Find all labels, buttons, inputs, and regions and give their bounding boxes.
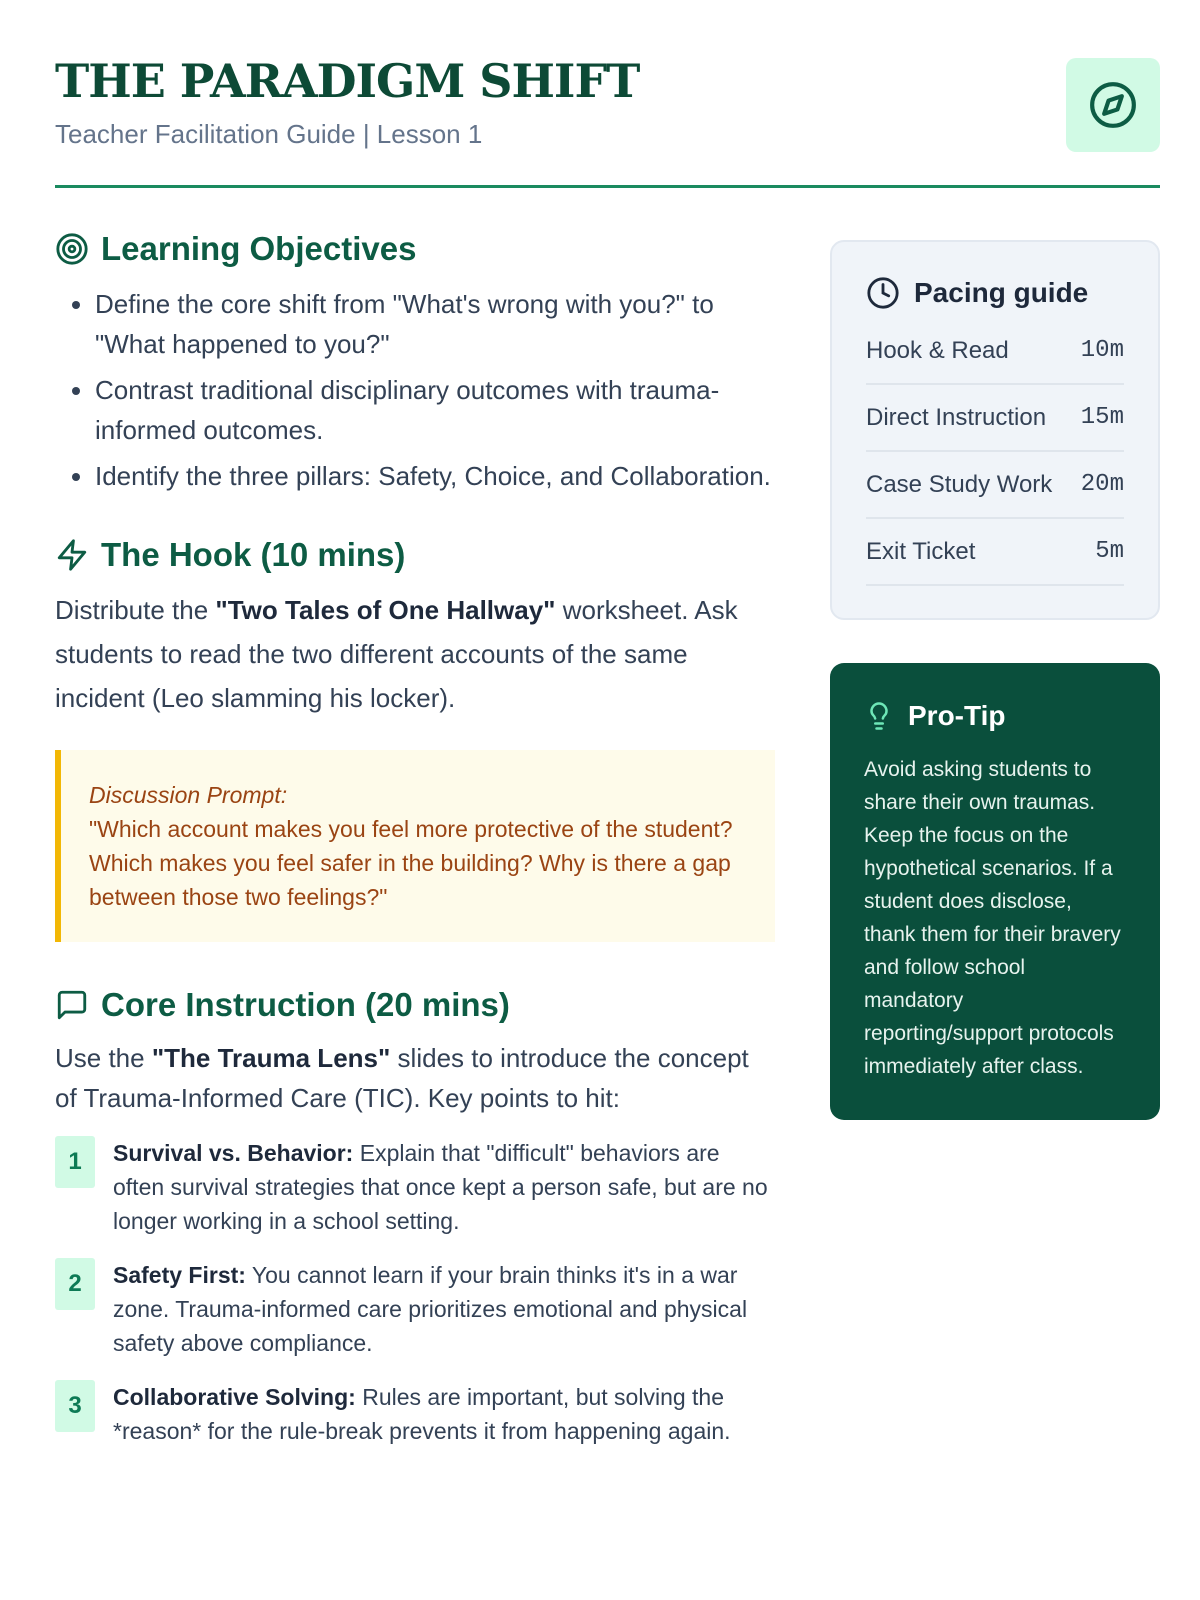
- page-title: THE PARADIGM SHIFT: [55, 54, 640, 108]
- pacing-row: [866, 452, 1124, 519]
- lightning-icon: [55, 538, 89, 572]
- step-text: [113, 1380, 775, 1448]
- key-point: [55, 1380, 775, 1448]
- pacing-label: Hook & Read: [866, 336, 1009, 364]
- step-title: Survival vs. Behavior:: [113, 1140, 354, 1166]
- core-text-before: Use the: [55, 1043, 152, 1073]
- step-text: [113, 1136, 775, 1238]
- pacing-label: Direct Instruction: [866, 403, 1047, 431]
- pacing-time: 15m: [1080, 404, 1124, 431]
- worksheet-name: "Two Tales of One Hallway": [215, 595, 556, 625]
- step-number: 2: [55, 1258, 95, 1310]
- discussion-prompt-text: "Which account makes you feel more protective of the student? Which makes you feel safer in the building? Why is there a gap between those two feelings?": [89, 816, 733, 910]
- list-item: • Contrast traditional disciplinary outcomes with trauma-informed outcomes.: [95, 370, 775, 450]
- target-icon: [55, 232, 89, 266]
- pacing-time: 20m: [1080, 471, 1124, 498]
- page-subtitle: Teacher Facilitation Guide | Lesson 1: [55, 119, 483, 149]
- compass-icon: [1088, 80, 1138, 130]
- pro-tip-text: Avoid asking students to share their own traumas. Keep the focus on the hypothetical scenarios. If a student does disclose, thank them for their bravery and follow school mandatory reporting/support protocols immediately after class.: [864, 758, 1121, 1078]
- step-number: 3: [55, 1380, 95, 1432]
- step-text: [113, 1258, 775, 1360]
- clock-icon: [866, 276, 900, 310]
- step-title: Safety First:: [113, 1262, 246, 1288]
- hook-paragraph: [55, 588, 775, 720]
- pacing-row: [866, 519, 1124, 586]
- step-body: Explain that "difficult" behaviors are often survival strategies that once kept a person safe, but are no longer working in a school setting.: [113, 1140, 768, 1234]
- objectives-heading-text: Learning Objectives: [101, 230, 417, 267]
- slides-name: "The Trauma Lens": [151, 1043, 391, 1073]
- pacing-time: 5m: [1095, 538, 1124, 565]
- objectives-heading: [55, 230, 775, 268]
- discussion-prompt-label: Discussion Prompt:: [89, 782, 288, 808]
- discussion-prompt-box: [55, 750, 775, 942]
- list-item: • Identify the three pillars: Safety, Choice, and Collaboration.: [95, 456, 775, 496]
- core-paragraph: [55, 1038, 775, 1118]
- step-body: You cannot learn if your brain thinks it's in a war zone. Trauma-informed care prioritizes emotional and physical safety above compliance.: [113, 1262, 748, 1356]
- pacing-time: 10m: [1080, 337, 1124, 364]
- hook-heading-text: The Hook (10 mins): [101, 536, 406, 573]
- pacing-label: Exit Ticket: [866, 537, 976, 565]
- key-point: [55, 1258, 775, 1360]
- pacing-row: [866, 318, 1124, 385]
- core-text-after: slides to introduce the concept of Trauma-Informed Care (TIC). Key points to hit:: [55, 1043, 749, 1113]
- step-number: 1: [55, 1136, 95, 1188]
- pacing-card: [830, 240, 1160, 620]
- logo-tile: [1066, 58, 1160, 152]
- hook-text-before: Distribute the: [55, 595, 216, 625]
- hook-text-after: worksheet. Ask students to read the two different accounts of the same incident (Leo slamming his locker).: [55, 595, 738, 713]
- main-column: [55, 230, 775, 1468]
- header: [55, 55, 1160, 188]
- pro-tip-heading: [864, 699, 1126, 733]
- pacing-label: Case Study Work: [866, 470, 1053, 498]
- objectives-list: [55, 284, 775, 496]
- key-points-list: [55, 1136, 775, 1448]
- key-point: [55, 1136, 775, 1238]
- chat-icon: [55, 988, 89, 1022]
- step-body: Rules are important, but solving the *reason* for the rule-break prevents it from happening again.: [113, 1384, 731, 1444]
- hook-heading: [55, 536, 775, 574]
- list-item: • Define the core shift from "What's wrong with you?" to "What happened to you?": [95, 284, 775, 364]
- pacing-heading-text: Pacing guide: [914, 277, 1089, 308]
- pro-tip-card: [830, 663, 1160, 1120]
- lightbulb-icon: [864, 699, 894, 733]
- step-title: Collaborative Solving:: [113, 1384, 356, 1410]
- core-heading: [55, 986, 775, 1024]
- pacing-heading: [866, 276, 1124, 310]
- pro-tip-heading-text: Pro-Tip: [908, 700, 1006, 731]
- pacing-row: [866, 385, 1124, 452]
- core-heading-text: Core Instruction (20 mins): [101, 986, 510, 1023]
